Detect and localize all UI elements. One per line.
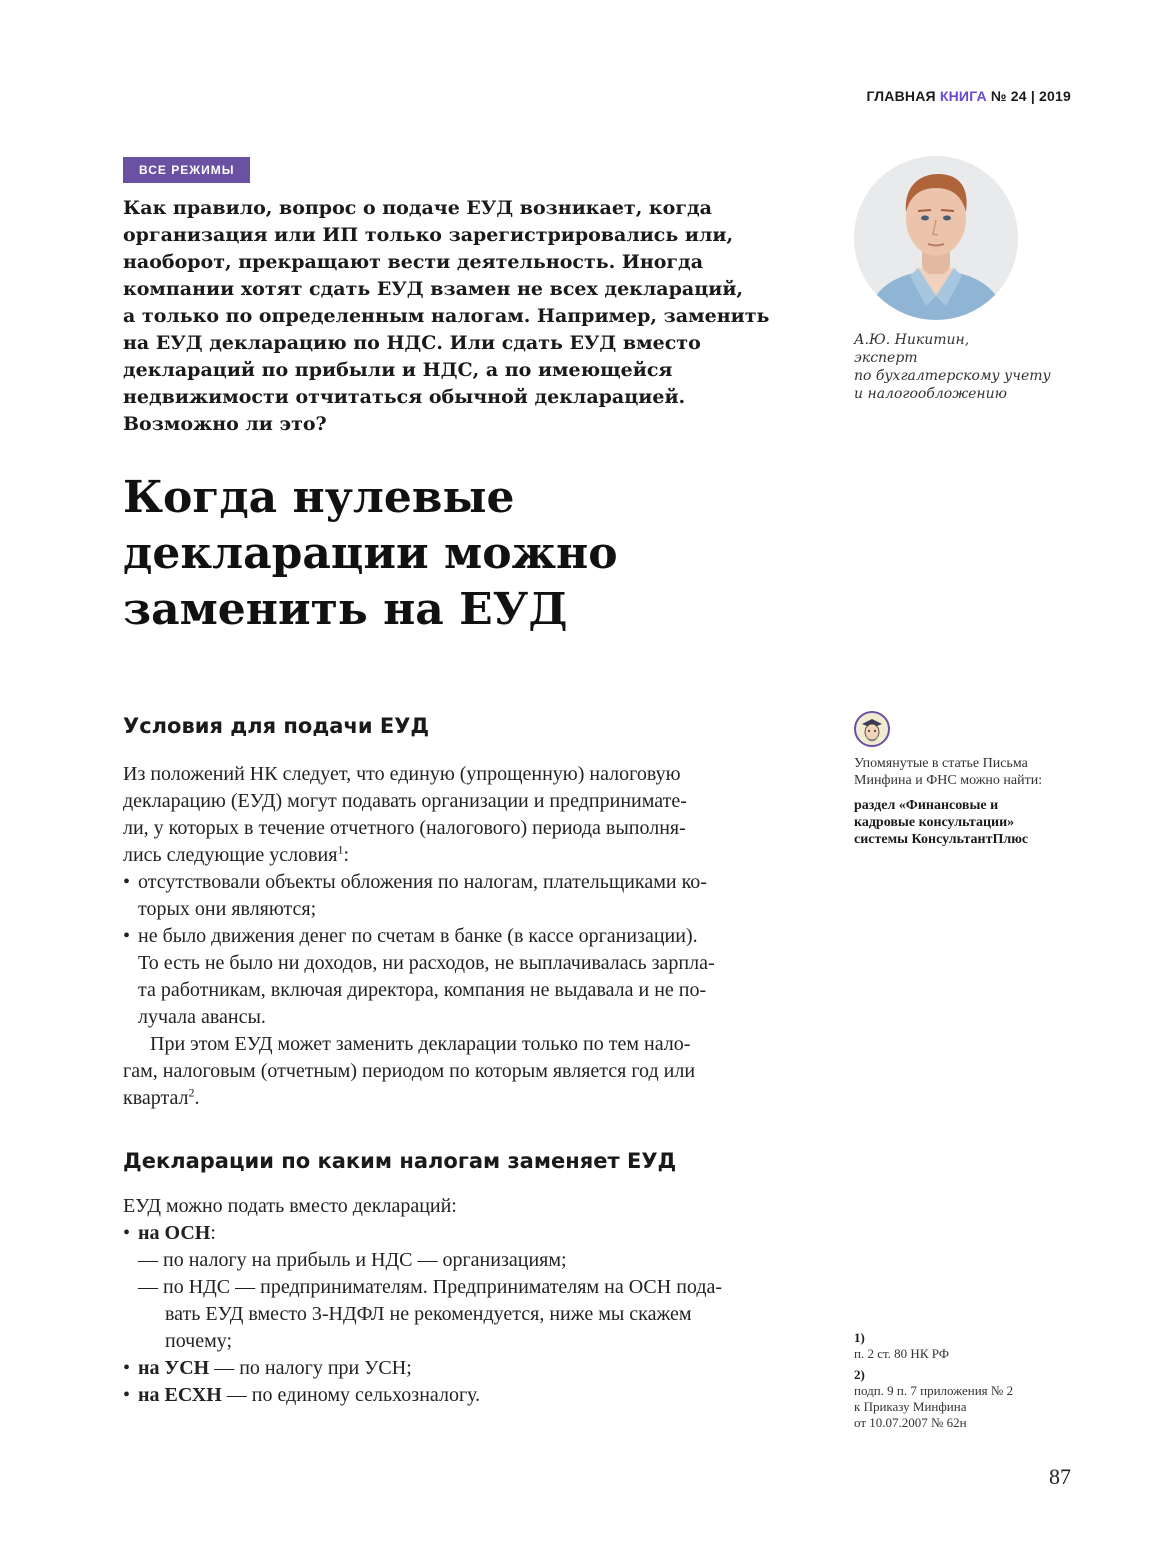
lead-line: а только по определенным налогам. Например, заменить xyxy=(123,305,770,327)
lead-line: организация или ИП только зарегистрировались или, xyxy=(123,224,734,246)
author-name: А.Ю. Никитин, xyxy=(854,332,970,348)
title-line: декларации можно xyxy=(123,528,618,579)
sidebar-note-line: Упомянутые в статье Письма xyxy=(854,756,1028,771)
author-role-line: и налогообложению xyxy=(854,386,1007,402)
sidebar-note xyxy=(854,755,1094,848)
regime-osn: на ОСН xyxy=(138,1222,211,1244)
bullet-marker: • xyxy=(123,1384,131,1406)
bullet-line xyxy=(123,869,813,896)
bullet-line: торых они являются; xyxy=(138,898,317,920)
dash-line: — по НДС — предпринимателям. Предпринимателям на ОСН пода- xyxy=(138,1276,723,1298)
lead-line: на ЕУД декларацию по НДС. Или сдать ЕУД вместо xyxy=(123,332,701,354)
dash-line: вать ЕУД вместо 3-НДФЛ не рекомендуется, ниже мы скажем xyxy=(165,1303,692,1325)
footnote-line xyxy=(854,1367,1094,1399)
issue-number: № 24 xyxy=(990,88,1027,104)
sidebar-spacer xyxy=(854,789,1094,797)
rubric-tag: ВСЕ РЕЖИМЫ xyxy=(123,157,250,183)
bullet-marker: • xyxy=(123,871,131,893)
bullet-line xyxy=(123,1220,813,1247)
section-taxes-body xyxy=(123,1193,813,1409)
section-heading-taxes: Декларации по каким налогам заменяет ЕУД xyxy=(123,1149,677,1173)
paragraph-punct: : xyxy=(343,844,350,866)
paragraph-text: лись следующие условия xyxy=(123,844,338,866)
lead-line: наоборот, прекращают вести деятельность. Иногда xyxy=(123,251,704,273)
footnote-text: п. 2 ст. 80 НК РФ xyxy=(854,1346,950,1361)
lead-paragraph xyxy=(123,195,813,438)
paragraph-line: При этом ЕУД может заменить декларации только по тем нало- xyxy=(150,1033,691,1055)
bullet-marker: • xyxy=(123,1357,131,1379)
footnote-line: к Приказу Минфина xyxy=(854,1399,967,1414)
article-title xyxy=(123,470,823,638)
page-number: 87 xyxy=(1049,1464,1071,1489)
lead-line: недвижимости отчитаться обычной декларацией. xyxy=(123,386,686,408)
bullet-line xyxy=(123,923,813,950)
paragraph-punct: . xyxy=(194,1087,200,1109)
footnote-ref-2[interactable]: 2 xyxy=(188,1085,195,1100)
masthead-separator: | xyxy=(1030,88,1035,104)
author-caption xyxy=(854,331,1084,403)
masthead xyxy=(866,88,1071,104)
title-line: Когда нулевые xyxy=(123,472,515,523)
brand-name: ГЛАВНАЯ xyxy=(866,88,936,104)
paragraph-line: гам, налоговым (отчетным) периодом по которым является год или xyxy=(123,1060,696,1082)
bullet-text: : xyxy=(210,1222,216,1244)
bullet-text: отсутствовали объекты обложения по налогам, плательщиками ко- xyxy=(138,871,707,893)
section-heading-conditions: Условия для подачи ЕУД xyxy=(123,714,430,738)
bullet-marker: • xyxy=(123,925,131,947)
regime-eshn: на ЕСХН xyxy=(138,1384,222,1406)
footnotes xyxy=(854,1330,1094,1436)
author-role-line: эксперт xyxy=(854,350,918,366)
footnote-number: 1) xyxy=(854,1330,865,1345)
sidebar-reference-line: кадровые консультации» xyxy=(854,815,1015,830)
dash-line: — по налогу на прибыль и НДС — организациям; xyxy=(138,1249,567,1271)
bullet-line: та работникам, включая директора, компания не выдавала и не по- xyxy=(138,979,707,1001)
sidebar-reference-line: системы КонсультантПлюс xyxy=(854,832,1029,847)
paragraph-line xyxy=(123,1085,813,1112)
professor-icon xyxy=(854,711,890,747)
footnote-1 xyxy=(854,1330,1094,1362)
author-role-line: по бухгалтерскому учету xyxy=(854,368,1051,384)
lead-line: Возможно ли это? xyxy=(123,413,327,435)
bullet-line: лучала авансы. xyxy=(138,1006,266,1028)
brand-accent: КНИГА xyxy=(939,88,987,104)
regime-usn: на УСН xyxy=(138,1357,210,1379)
bullet-text: — по единому сельхозналогу. xyxy=(221,1384,481,1406)
title-line: заменить на ЕУД xyxy=(123,584,568,635)
issue-year: 2019 xyxy=(1039,88,1071,104)
paragraph-line: Из положений НК следует, что единую (упрощенную) налоговую xyxy=(123,763,681,785)
footnote-ref-1[interactable]: 1 xyxy=(337,842,344,857)
paragraph-line: ли, у которых в течение отчетного (налогового) периода выполня- xyxy=(123,817,686,839)
paragraph-line: ЕУД можно подать вместо деклараций: xyxy=(123,1195,457,1217)
footnote-line: от 10.07.2007 № 62н xyxy=(854,1415,967,1430)
paragraph-text: квартал xyxy=(123,1087,189,1109)
bullet-line xyxy=(123,1355,813,1382)
lead-line: компании хотят сдать ЕУД взамен не всех деклараций, xyxy=(123,278,744,300)
lead-line: Как правило, вопрос о подаче ЕУД возникает, когда xyxy=(123,197,712,219)
bullet-line xyxy=(123,1382,813,1409)
bullet-text: не было движения денег по счетам в банке (в кассе организации). xyxy=(138,925,698,947)
lead-line: деклараций по прибыли и НДС, а по имеющейся xyxy=(123,359,673,381)
footnote-line xyxy=(854,1330,1094,1362)
footnote-2 xyxy=(854,1367,1094,1431)
bullet-line: То есть не было ни доходов, ни расходов, не выплачивалась зарпла- xyxy=(138,952,715,974)
bullet-marker: • xyxy=(123,1222,131,1244)
bullet-text: — по налогу при УСН; xyxy=(209,1357,412,1379)
footnote-text: подп. 9 п. 7 приложения № 2 xyxy=(854,1383,1014,1398)
person-photo-icon xyxy=(854,156,1018,320)
footnote-number: 2) xyxy=(854,1367,865,1382)
section-conditions-body xyxy=(123,761,813,1112)
sidebar-reference-line: раздел «Финансовые и xyxy=(854,798,999,813)
paragraph-line xyxy=(123,842,813,869)
author-photo xyxy=(854,156,1018,320)
sidebar-note-line: Минфина и ФНС можно найти: xyxy=(854,773,1043,788)
dash-line: почему; xyxy=(165,1330,233,1352)
paragraph-line: декларацию (ЕУД) могут подавать организации и предпринимате- xyxy=(123,790,687,812)
